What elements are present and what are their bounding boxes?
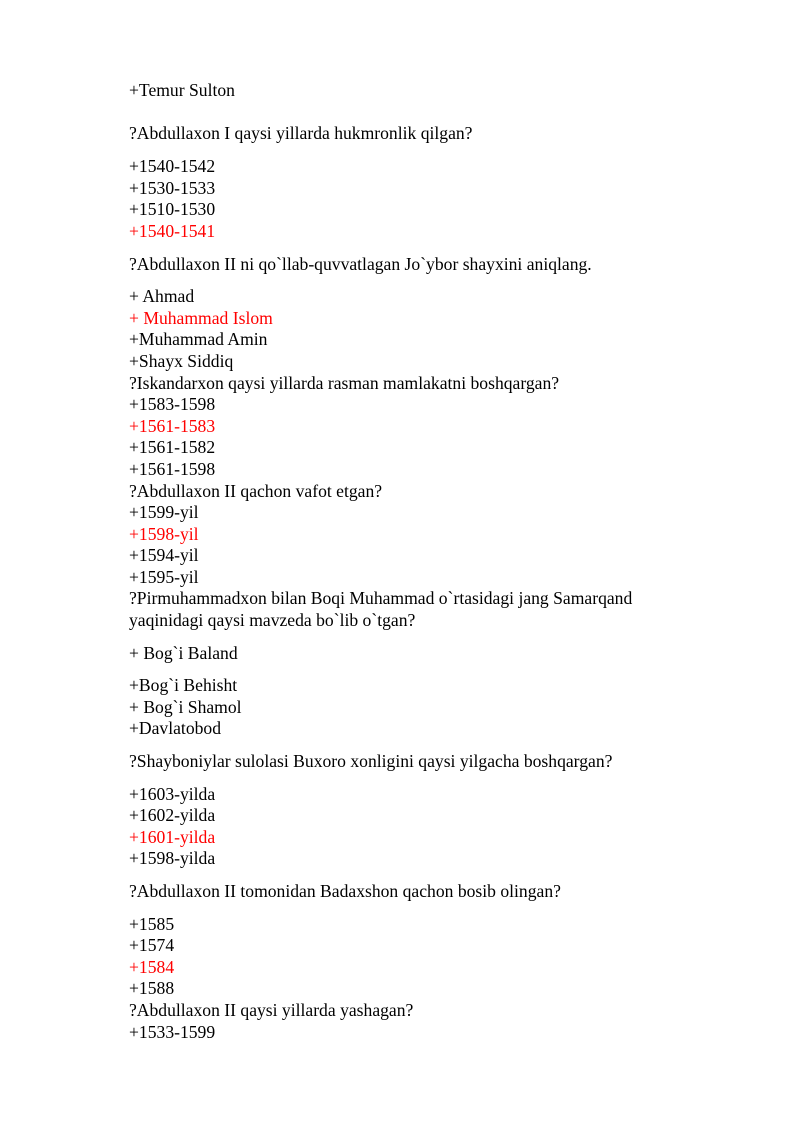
answer-option: +1540-1542 — [129, 156, 216, 177]
question-text: ?Abdullaxon II qachon vafot etgan? — [129, 480, 383, 501]
answer-option: +1588 — [129, 978, 175, 999]
answer-option: +1603-yilda — [129, 783, 216, 804]
answer-option: + Bog`i Shamol — [129, 696, 242, 717]
answer-option: +1599-yil — [129, 502, 199, 523]
answer-option: +1598-yilda — [129, 848, 216, 869]
answer-option: +1595-yil — [129, 566, 199, 587]
correct-answer-option: +1601-yilda — [129, 826, 216, 847]
answer-option: +Shayx Siddiq — [129, 350, 234, 371]
correct-answer-option: + Muhammad Islom — [129, 307, 273, 328]
answer-option: + Ahmad — [129, 286, 195, 307]
answer-option: +1561-1598 — [129, 458, 216, 479]
document-page — [129, 80, 689, 1043]
answer-option: +Muhammad Amin — [129, 329, 268, 350]
question-text: ?Shayboniylar sulolasi Buxoro xonligini qaysi yilgacha boshqargan? — [129, 751, 613, 772]
question-text: ?Abdullaxon II tomonidan Badaxshon qachon bosib olingan? — [129, 881, 561, 901]
answer-option: +1574 — [129, 935, 175, 956]
answer-option: +1533-1599 — [129, 1021, 216, 1042]
answer-option: +1602-yilda — [129, 805, 216, 826]
answer-option: +1585 — [129, 913, 175, 934]
answer-option: +Temur Sulton — [129, 80, 235, 100]
answer-option: +Davlatobod — [129, 718, 222, 739]
question-text: ?Abdullaxon II ni qo`llab-quvvatlagan Jo`ybor shayxini aniqlang. — [129, 253, 592, 274]
answer-option: +1530-1533 — [129, 177, 216, 198]
question-text: ?Pirmuhammadxon bilan Boqi Muhammad o`rtasidagi jang Samarqand yaqinidagi qaysi mavzeda bo`lib o`tgan? — [129, 588, 637, 631]
answer-option: +1583-1598 — [129, 394, 216, 415]
question-text: ?Abdullaxon I qaysi yillarda hukmronlik qilgan? — [129, 122, 473, 143]
answer-option: +1594-yil — [129, 545, 199, 566]
correct-answer-option: +1561-1583 — [129, 415, 216, 436]
correct-answer-option: +1540-1541 — [129, 220, 216, 241]
question-text: ?Iskandarxon qaysi yillarda rasman mamlakatni boshqargan? — [129, 372, 560, 393]
correct-answer-option: +1598-yil — [129, 523, 199, 544]
answer-option: +Bog`i Behisht — [129, 675, 238, 696]
answer-option: +1561-1582 — [129, 437, 216, 458]
answer-option: + Bog`i Baland — [129, 642, 238, 663]
answer-option: +1510-1530 — [129, 199, 216, 220]
question-text: ?Abdullaxon II qaysi yillarda yashagan? — [129, 999, 414, 1020]
correct-answer-option: +1584 — [129, 956, 175, 977]
